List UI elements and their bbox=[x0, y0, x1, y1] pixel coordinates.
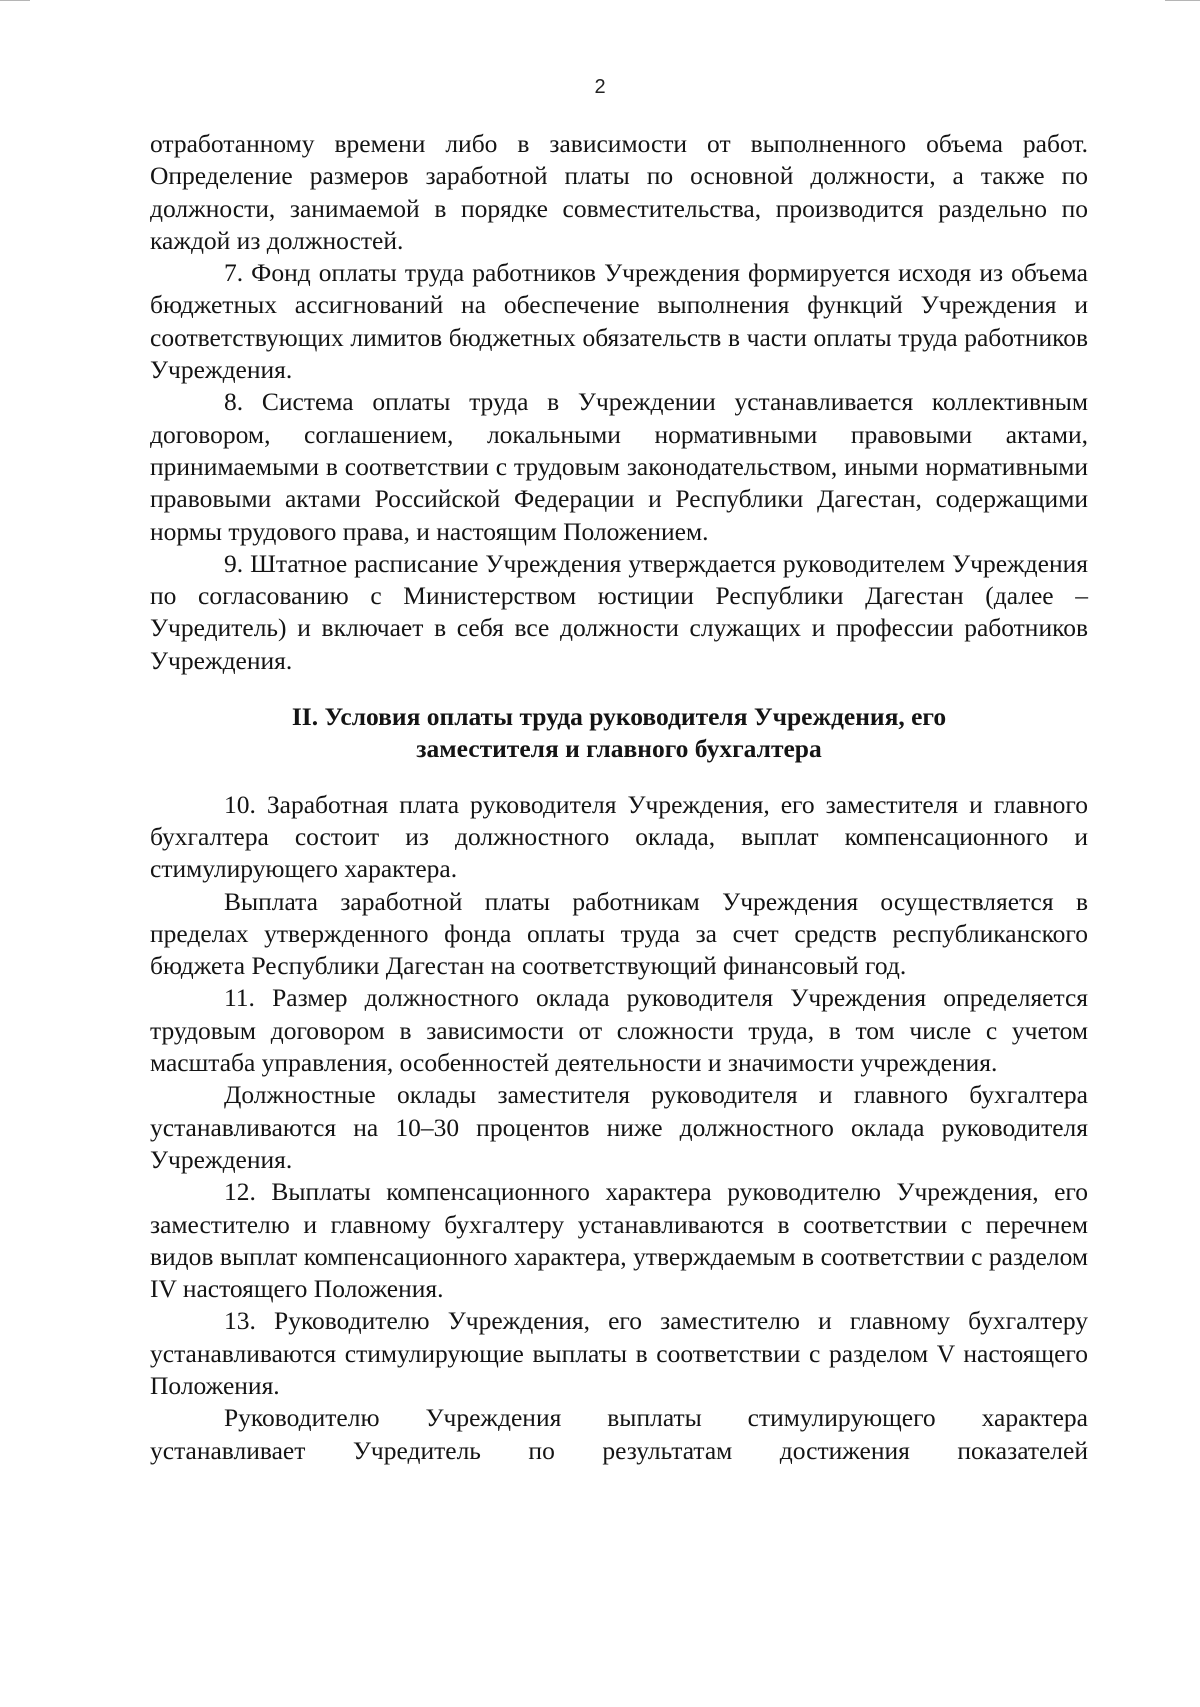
paragraphs-after-section bbox=[150, 789, 1088, 1467]
paragraph-continuation: отработанному времени либо в зависимости от выполненного объема работ. Определение размеров заработной платы по основной должности, а также по должности, занимаемой в порядке совместительства, производится раздельно по каждой из должностей. bbox=[150, 129, 1088, 255]
paragraph-item-10: 10. Заработная плата руководителя Учреждения, его заместителя и главного бухгалтера состоит из должностного оклада, выплат компенсационного и стимулирующего характера. bbox=[150, 789, 1088, 884]
scan-edge-mark bbox=[0, 0, 30, 1]
document-body bbox=[150, 128, 1088, 1467]
section-heading-line: заместителя и главного бухгалтера bbox=[416, 734, 822, 764]
section-heading bbox=[150, 701, 1088, 766]
paragraph-item-12: 12. Выплаты компенсационного характера руководителю Учреждения, его заместителю и главному бухгалтеру устанавливаются в соответствии с перечнем видов выплат компенсационного характера, утверждаемым в соответствии с разделом IV настоящего Положения. bbox=[150, 1177, 1088, 1304]
paragraph-item-9: 9. Штатное расписание Учреждения утверждается руководителем Учреждения по согласованию с Министерством юстиции Республики Дагестан (далее – Учредитель) и включает в себя все должности служащих и профессии работников Учреждения. bbox=[150, 548, 1088, 675]
page-number: 2 bbox=[594, 76, 606, 98]
paragraphs-before-section bbox=[150, 128, 1088, 677]
paragraph-item-8: 8. Система оплаты труда в Учреждении устанавливается коллективным договором, соглашением, локальными нормативными правовыми актами, принимаемыми в соответствии с трудовым законодательством, иными нормативными правовыми актами Российской Федерации и Республики Дагестан, содержащими нормы трудового права, и настоящим Положением. bbox=[150, 387, 1088, 546]
scan-edge-mark bbox=[1165, 0, 1200, 1]
paragraph-incentive-payments: Руководителю Учреждения выплаты стимулирующего характера устанавливает Учредитель по результатам достижения показателей bbox=[150, 1403, 1088, 1465]
paragraph-item-7: 7. Фонд оплаты труда работников Учреждения формируется исходя из объема бюджетных ассигнований на обеспечение выполнения функций Учреждения и соответствующих лимитов бюджетных обязательств в части оплаты труда работников Учреждения. bbox=[150, 258, 1088, 385]
paragraph-deputy-salaries: Должностные оклады заместителя руководителя и главного бухгалтера устанавливаются на 10–30 процентов ниже должностного оклада руководителя Учреждения. bbox=[150, 1080, 1088, 1174]
paragraph-item-11: 11. Размер должностного оклада руководителя Учреждения определяется трудовым договором в зависимости от сложности труда, в том числе с учетом масштаба управления, особенностей деятельности и значимости учреждения. bbox=[150, 983, 1088, 1078]
paragraph-item-13: 13. Руководителю Учреждения, его заместителю и главному бухгалтеру устанавливаются стимулирующие выплаты в соответствии с разделом V настоящего Положения. bbox=[150, 1306, 1088, 1400]
section-heading-line: II. Условия оплаты труда руководителя Учреждения, его bbox=[291, 702, 947, 732]
paragraph-salary-payment: Выплата заработной платы работникам Учреждения осуществляется в пределах утвержденного фонда оплаты труда за счет средств республиканского бюджета Республики Дагестан на соответствующий финансовый год. bbox=[150, 886, 1088, 981]
